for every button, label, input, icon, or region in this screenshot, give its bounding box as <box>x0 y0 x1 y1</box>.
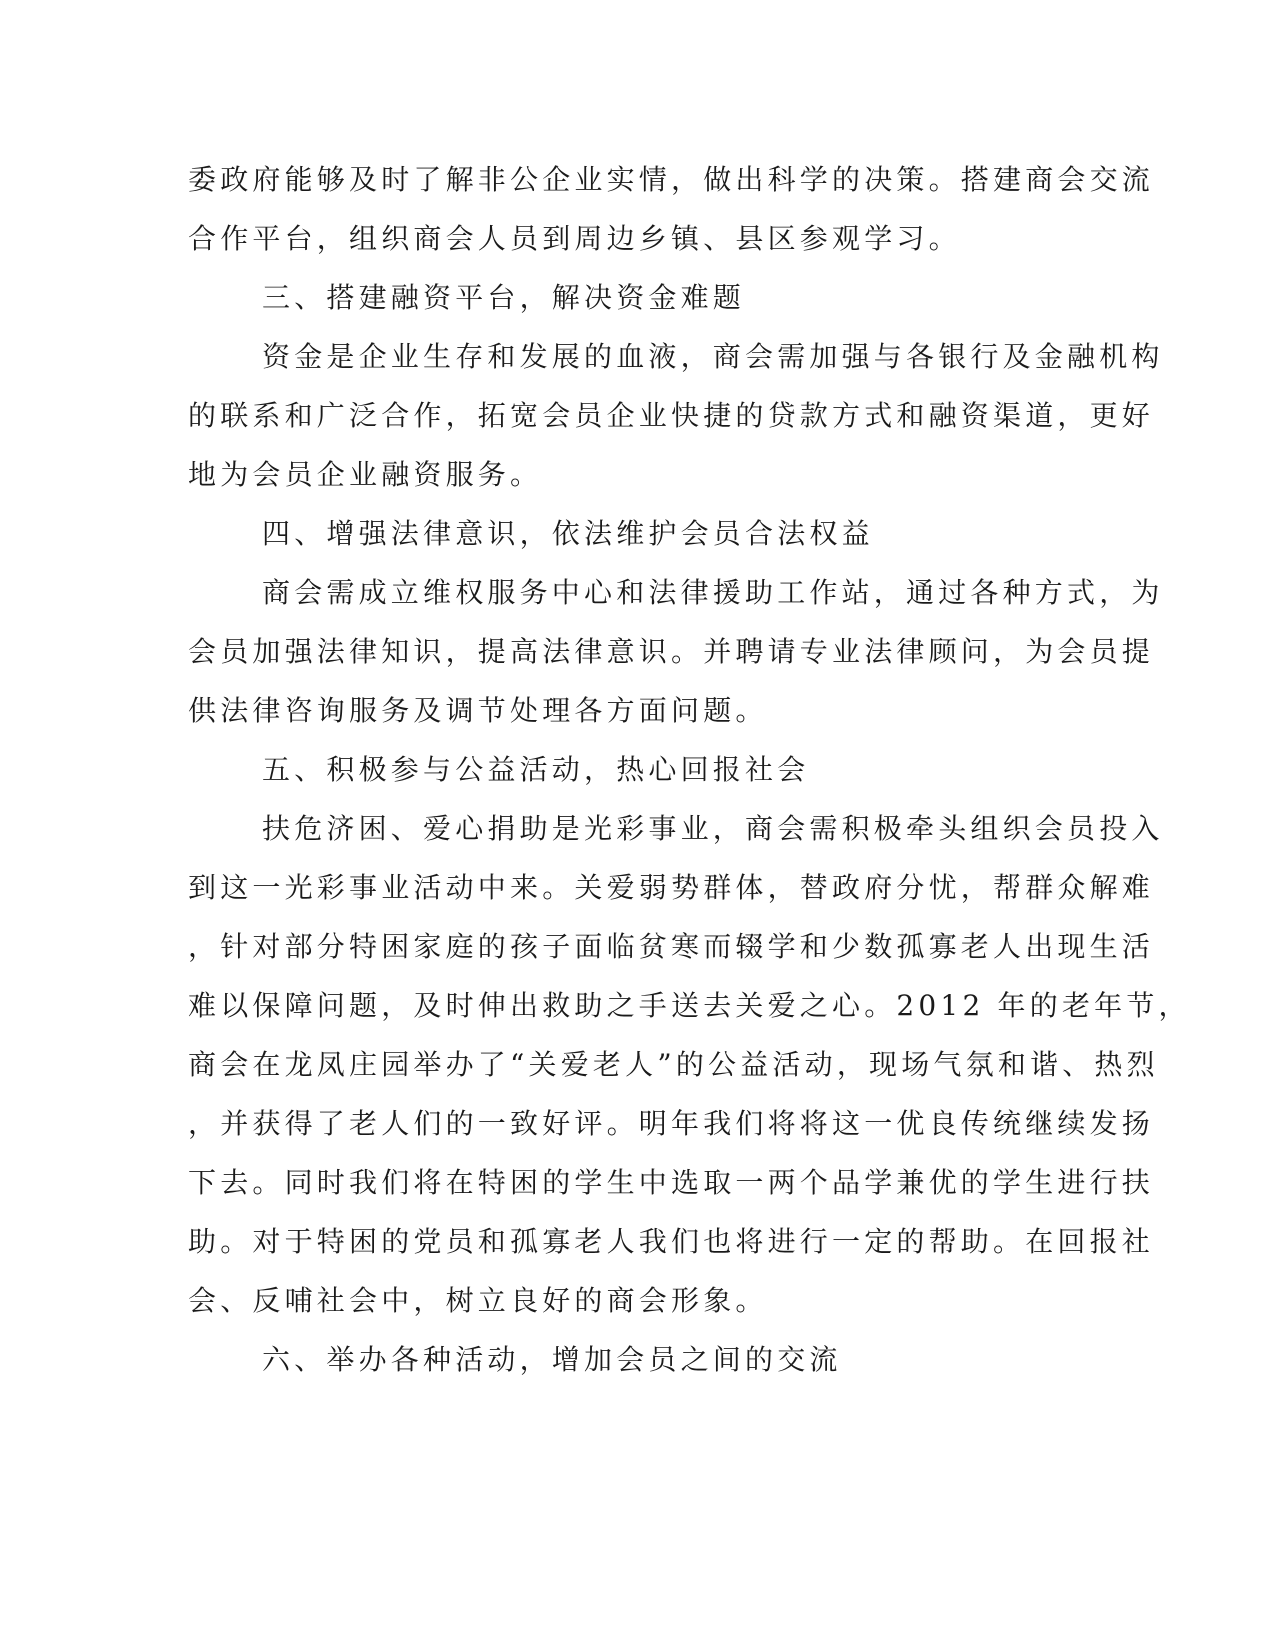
body-text-line: 的联系和广泛合作，拓宽会员企业快捷的贷款方式和融资渠道，更好 <box>188 399 1155 432</box>
body-text-line: 助。对于特困的党员和孤寡老人我们也将进行一定的帮助。在回报社 <box>188 1225 1155 1258</box>
body-text-line: 商会需成立维权服务中心和法律援助工作站，通过各种方式，为 <box>262 576 1164 609</box>
section-heading-6: 六、举办各种活动，增加会员之间的交流 <box>262 1343 842 1376</box>
body-text-line: 供法律咨询服务及调节处理各方面问题。 <box>188 694 768 727</box>
body-text-line: 扶危济困、爱心捐助是光彩事业，商会需积极牵头组织会员投入 <box>262 812 1164 845</box>
body-text-line: ，针对部分特困家庭的孩子面临贫寒而辍学和少数孤寡老人出现生活 <box>188 930 1155 963</box>
section-heading-4: 四、增强法律意识，依法维护会员合法权益 <box>262 517 874 550</box>
section-heading-3: 三、搭建融资平台，解决资金难题 <box>262 281 746 314</box>
body-text-line: 合作平台，组织商会人员到周边乡镇、县区参观学习。 <box>188 222 961 255</box>
section-heading-5: 五、积极参与公益活动，热心回报社会 <box>262 753 810 786</box>
body-text-line: 地为会员企业融资服务。 <box>188 458 543 491</box>
body-text-line: 委政府能够及时了解非公企业实情，做出科学的决策。搭建商会交流 <box>188 163 1155 196</box>
body-text-line: 会员加强法律知识，提高法律意识。并聘请专业法律顾问，为会员提 <box>188 635 1155 668</box>
body-text-line: 商会在龙凤庄园举办了“关爱老人”的公益活动，现场气氛和谐、热烈 <box>188 1048 1159 1081</box>
body-text-line: 难以保障问题，及时伸出救助之手送去关爱之心。2012 年的老年节， <box>188 989 1191 1022</box>
body-text-line: 会、反哺社会中，树立良好的商会形象。 <box>188 1284 768 1317</box>
body-text-line: 下去。同时我们将在特困的学生中选取一两个品学兼优的学生进行扶 <box>188 1166 1155 1199</box>
body-text-line: 到这一光彩事业活动中来。关爱弱势群体，替政府分忧，帮群众解难 <box>188 871 1155 904</box>
body-text-line: 资金是企业生存和发展的血液，商会需加强与各银行及金融机构 <box>262 340 1164 373</box>
body-text-line: ，并获得了老人们的一致好评。明年我们将将这一优良传统继续发扬 <box>188 1107 1155 1140</box>
